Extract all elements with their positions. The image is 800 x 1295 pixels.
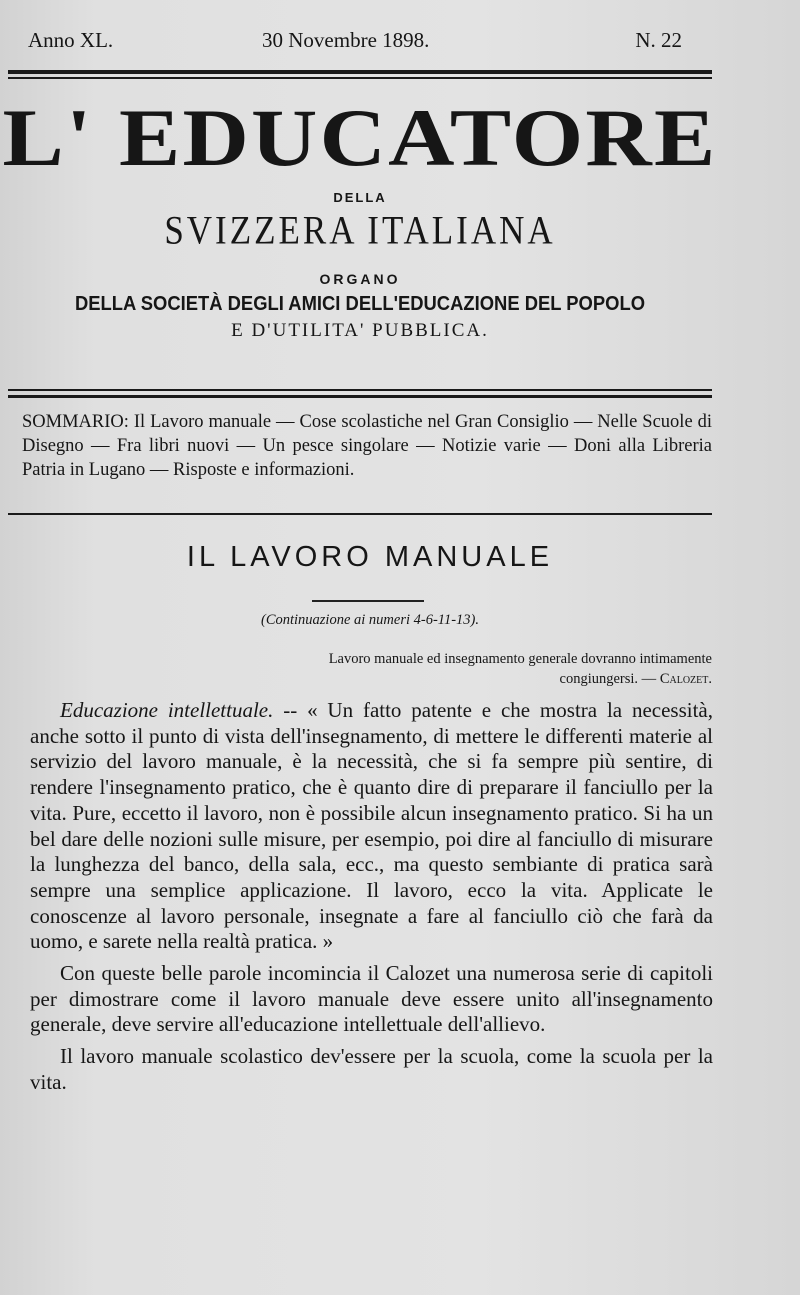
- masthead-society: DELLA SOCIETÀ DEGLI AMICI DELL'EDUCAZIONE DEL POPOLO: [74, 293, 646, 315]
- summary-rule: [8, 513, 712, 515]
- epigraph-author: Calozet.: [659, 671, 712, 687]
- issue-header: [28, 28, 682, 56]
- epigraph-text: Lavoro manuale ed insegnamento generale dovranno intimamente congiungersi. —: [328, 651, 712, 687]
- paragraph-text: -- « Un fatto patente e che mostra la necessità, anche sotto il punto di vista dell'insegnamento, di mettere le differenti materie al servizio del lavoro manuale, è la necessità, che si fa sempre più sentire, di rendere l'insegnamento pratico, che è quanto dire di preparare il fanciullo per la vita. Pure, eccetto il lavoro, non è possibile alcun insegnamento pratico. Si ha un bel dare delle nozioni sulle misure, per esempio, poi dire al fanciullo di misurare la lunghezza del banco, della sala, ecc., ma questo sembiante di pratica sarà sempre una semplice applicazione. Il lavoro, ecco la vita. Applicate le conoscenze al lavoro personale, insegnate a fare al fanciullo ciò che farà da uomo, e sarete nella realtà pratica. »: [30, 698, 713, 954]
- header-rule-thin: [8, 77, 712, 79]
- article-paragraph: [30, 698, 713, 955]
- newspaper-title: L' EDUCATORE: [2, 92, 718, 183]
- issue-number: N. 22: [635, 28, 682, 52]
- masthead-organo: ORGANO: [319, 271, 401, 287]
- masthead-della: DELLA: [333, 190, 387, 205]
- issue-date: 30 Novembre 1898.: [262, 28, 430, 52]
- masthead: [2, 92, 718, 342]
- continuation-note: (Continuazione ai numeri 4-6-11-13).: [260, 612, 479, 628]
- summary: SOMMARIO: Il Lavoro manuale — Cose scolastiche nel Gran Consiglio — Nelle Scuole di Disegno — Fra libri nuovi — Un pesce singolare — Notizie varie — Doni alla Libreria Patria in Lugano — Risposte e informazioni.: [22, 412, 712, 480]
- header-rule-thick: [8, 70, 712, 74]
- paragraph-lead: Educazione intellettuale.: [60, 698, 274, 722]
- article-paragraph: Il lavoro manuale scolastico dev'essere per la scuola, come la scuola per la vita.: [30, 1044, 713, 1094]
- issue-year: Anno XL.: [28, 28, 114, 52]
- masthead-utility: E D'UTILITA' PUBBLICA.: [231, 320, 489, 341]
- article-paragraph: Con queste belle parole incomincia il Calozet una numerosa serie di capitoli per dimostrare come il lavoro manuale deve essere unito all'insegnamento generale, deve servire all'educazione intellettuale dell'allievo.: [30, 961, 713, 1037]
- article-body: [30, 698, 713, 1096]
- section-title: IL LAVORO MANUALE: [186, 541, 554, 573]
- masthead-rule-lower: [8, 395, 712, 398]
- epigraph: [300, 649, 712, 689]
- masthead-subtitle: SVIZZERA ITALIANA: [164, 208, 556, 253]
- section-title-rule: [312, 600, 424, 602]
- masthead-rule-upper: [8, 389, 712, 391]
